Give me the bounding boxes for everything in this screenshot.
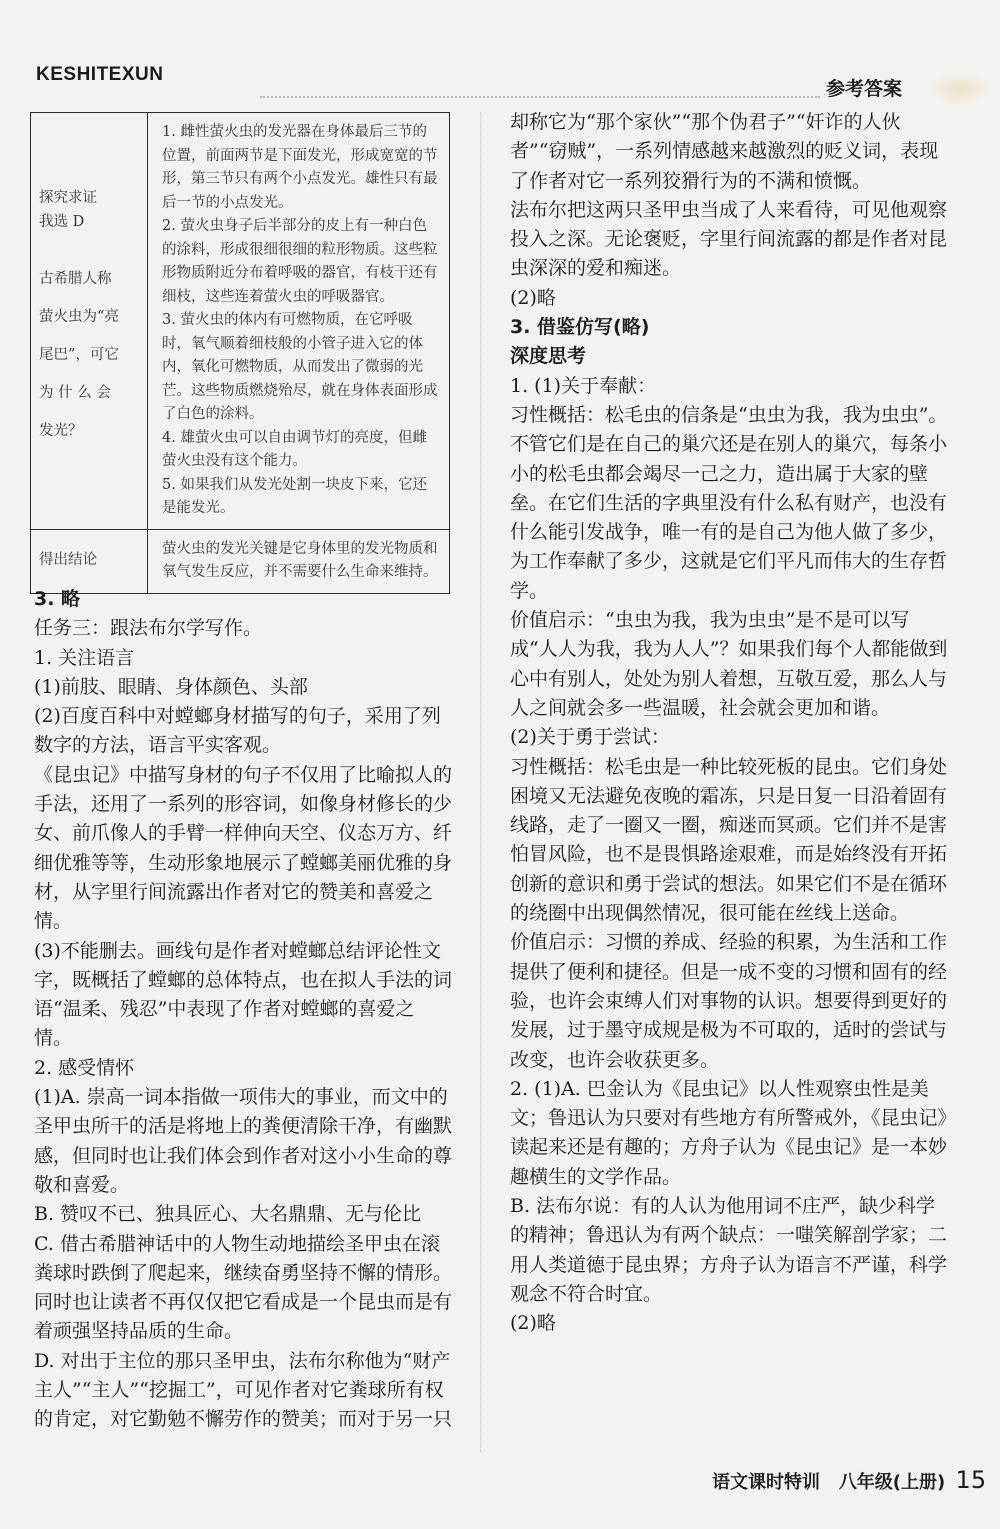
conclusion-label: 得出结论 (31, 529, 148, 593)
column-divider (480, 112, 481, 1452)
answer-paragraph: (1)A. 崇高一词本指做一项伟大的事业，而文中的圣甲虫所干的活是将地上的粪便清除干净，有幽默感，但同时也让我们体会到作者对这小小生命的尊敬和喜爱。 (34, 1086, 453, 1196)
footer-grade: 八年级(上册) (838, 1472, 946, 1493)
conclusion-text: 萤火虫的发光关键是它身体里的发光物质和氧气发生反应，并不需要什么生命来维持。 (148, 529, 450, 593)
finding-item: 3. 萤火虫的体内有可燃物质，在它呼吸时，氧气顺着细枝般的小管子进入它的体内，氧化可燃物质，从而发出了微弱的光芒。这些物质燃烧殆尽，就在身体表面形成了白色的涂料。 (162, 312, 438, 422)
left-label-line: 发光？ (39, 423, 83, 439)
right-column (510, 108, 950, 1338)
answer-paragraph: C. 借古希腊神话中的人物生动地描绘圣甲虫在滚粪球时跌倒了爬起来，继续奋勇坚持不懈的情形。同时也让读者不再仅仅把它看成是一个昆虫而是有着顽强坚持品质的生命。 (34, 1232, 453, 1343)
header-divider (260, 96, 820, 98)
table-findings-cell (148, 113, 450, 530)
answer-paragraph: (2)略 (510, 286, 556, 309)
left-label-line: 尾巴”，可它 (39, 347, 119, 363)
answer-paragraph: (2)略 (510, 1312, 556, 1335)
answer-paragraph: 却称它为“那个家伙”“那个伪君子”“奸诈的人伙者”“窃贼”，一系列情感越来越激烈的贬义词，表现了作者对它一系列狡猾行为的不满和愤慨。 (510, 111, 939, 192)
left-label-line: 探究求证 (39, 190, 97, 206)
header-brand: KESHITEXUN (36, 64, 164, 85)
finding-item: 4. 雄萤火虫可以自由调节灯的亮度，但雌萤火虫没有这个能力。 (162, 429, 427, 469)
answer-paragraph: 价值启示：习惯的养成、经验的积累，为生活和工作提供了便利和捷径。但是一成不变的习惯和固有的经验，也许会束缚人们对事物的认识。想要得到更好的发展，过于墨守成规是极为不可取的，适时的尝试与改变，也许会收获更多。 (510, 931, 948, 1071)
finding-item: 1. 雌性萤火虫的发光器在身体最后三节的位置，前面两节是下面发光，形成宽宽的节形，第三节只有两个小点发光。雄性只有最后一节的小点发光。 (162, 124, 438, 211)
finding-item: 2. 萤火虫身子后半部分的皮上有一种白色的涂料，形成很细很细的粒形物质。这些粒形物质附近分布着呼吸的器官，有枝干还有细枝，这些连着萤火虫的呼吸器官。 (162, 218, 438, 305)
answer-paragraph: (1)前肢、眼睛、身体颜色、头部 (34, 675, 308, 698)
left-label-line: 我选 D (39, 213, 85, 230)
footer (712, 1466, 986, 1494)
answer-paragraph: 1. (1)关于奉献： (510, 374, 657, 397)
answer-paragraph: 3. 略 (34, 588, 81, 610)
answer-paragraph: (2)关于勇于尝试： (510, 726, 670, 749)
answer-paragraph: 任务三：跟法布尔学写作。 (34, 617, 263, 640)
table-row (31, 113, 450, 530)
answer-paragraph: 2. (1)A. 巴金认为《昆虫记》以人性观察虫性是美文；鲁迅认为只要对有些地方有所警戒外，《昆虫记》读起来还是有趣的；方舟子认为《昆虫记》是一本妙趣横生的文学作品。 (510, 1077, 948, 1188)
answer-paragraph: 深度思考 (510, 345, 587, 368)
left-label-top (39, 187, 139, 234)
answer-paragraph: 价值启示：“虫虫为我，我为虫虫”是不是可以写成“人人为我，我为人人”？如果我们每个人都能做到心中有别人，处处为别人着想，互敬互爱，那么人与人之间就会多一些温暖，社会就会更加和谐。 (510, 609, 948, 719)
answer-paragraph: 法布尔把这两只圣甲虫当成了人来看待，可见他观察投入之深。无论褒贬，字里行间流露的都是作者对昆虫深深的爱和痴迷。 (510, 198, 948, 280)
inquiry-table (30, 112, 450, 594)
table-left-cell (31, 113, 148, 530)
left-label-line: 古希腊人称 (39, 271, 112, 287)
answer-paragraph: 3. 借鉴仿写(略) (510, 316, 650, 339)
left-column (34, 585, 452, 1435)
answer-paragraph: 习性概括：松毛虫的信条是“虫虫为我，我为虫虫”。不管它们是在自己的巢穴还是在别人的巢穴，每条小小的松毛虫都会竭尽一己之力，造出属于大家的壁垒。在它们生活的字典里没有什么私有财产，也没有什么能引发战争，唯一有的是自己为他人做了多少，为工作奉献了多少，这就是它们平凡而伟大的生存哲学。 (510, 403, 948, 602)
answer-paragraph: 习性概括：松毛虫是一种比较死板的昆虫。它们身处困境又无法避免夜晚的霜冻，只是日复一日沿着固有线路，走了一圈又一圈，痴迷而冥顽。它们并不是害怕冒风险，也不是畏惧路途艰难，而是始终没有开拓创新的意识和勇于尝试的想法。如果它们不是在循环的绕圈中出现偶然情况，很可能在丝线上送命。 (510, 755, 948, 925)
answer-paragraph: B. 法布尔说：有的人认为他用词不庄严，缺少科学的精神；鲁迅认为有两个缺点：一嗤笑解剖学家；二用人类道德于昆虫界；方舟子认为语言不严谨，科学观念不符合时宜。 (510, 1194, 948, 1305)
table-row (31, 529, 450, 593)
answer-paragraph: 2. 感受情怀 (34, 1056, 135, 1079)
page-number: 15 (955, 1466, 987, 1494)
answer-paragraph: B. 赞叹不已、独具匠心、大名鼎鼎、无与伦比 (34, 1203, 422, 1226)
header-decoration (930, 72, 990, 106)
header-section-title: 参考答案 (826, 78, 903, 100)
answer-paragraph: D. 对出于主位的那只圣甲虫，法布尔称他为“财产主人”“主人”“挖掘工”，可见作者对它粪球所有权的肯定，对它勤勉不懈劳作的赞美；而对于另一只 (34, 1349, 453, 1431)
left-label-line: 萤火虫为“亮 (39, 309, 119, 325)
left-label-question (39, 268, 139, 444)
left-label-line: 为 什 么 会 (39, 385, 111, 401)
answer-paragraph: (3)不能删去。画线句是作者对螳螂总结评论性文字，既概括了螳螂的总体特点，也在拟人手法的词语“温柔、残忍”中表现了作者对螳螂的喜爱之情。 (34, 939, 453, 1050)
footer-book-title: 语文课时特训 (712, 1472, 820, 1493)
answer-paragraph: 《昆虫记》中描写身材的句子不仅用了比喻拟人的手法，还用了一系列的形容词，如像身材修长的少女、前爪像人的手臂一样伸向天空、仪态万方、纤细优雅等等，生动形象地展示了螳螂美丽优雅的身材，从字里行间流露出作者对它的赞美和喜爱之情。 (34, 763, 453, 933)
finding-item: 5. 如果我们从发光处割一块皮下来，它还是能发光。 (162, 476, 427, 516)
answer-paragraph: 1. 关注语言 (34, 646, 135, 669)
answer-paragraph: (2)百度百科中对螳螂身材描写的句子，采用了列数字的方法，语言平实客观。 (34, 705, 441, 757)
